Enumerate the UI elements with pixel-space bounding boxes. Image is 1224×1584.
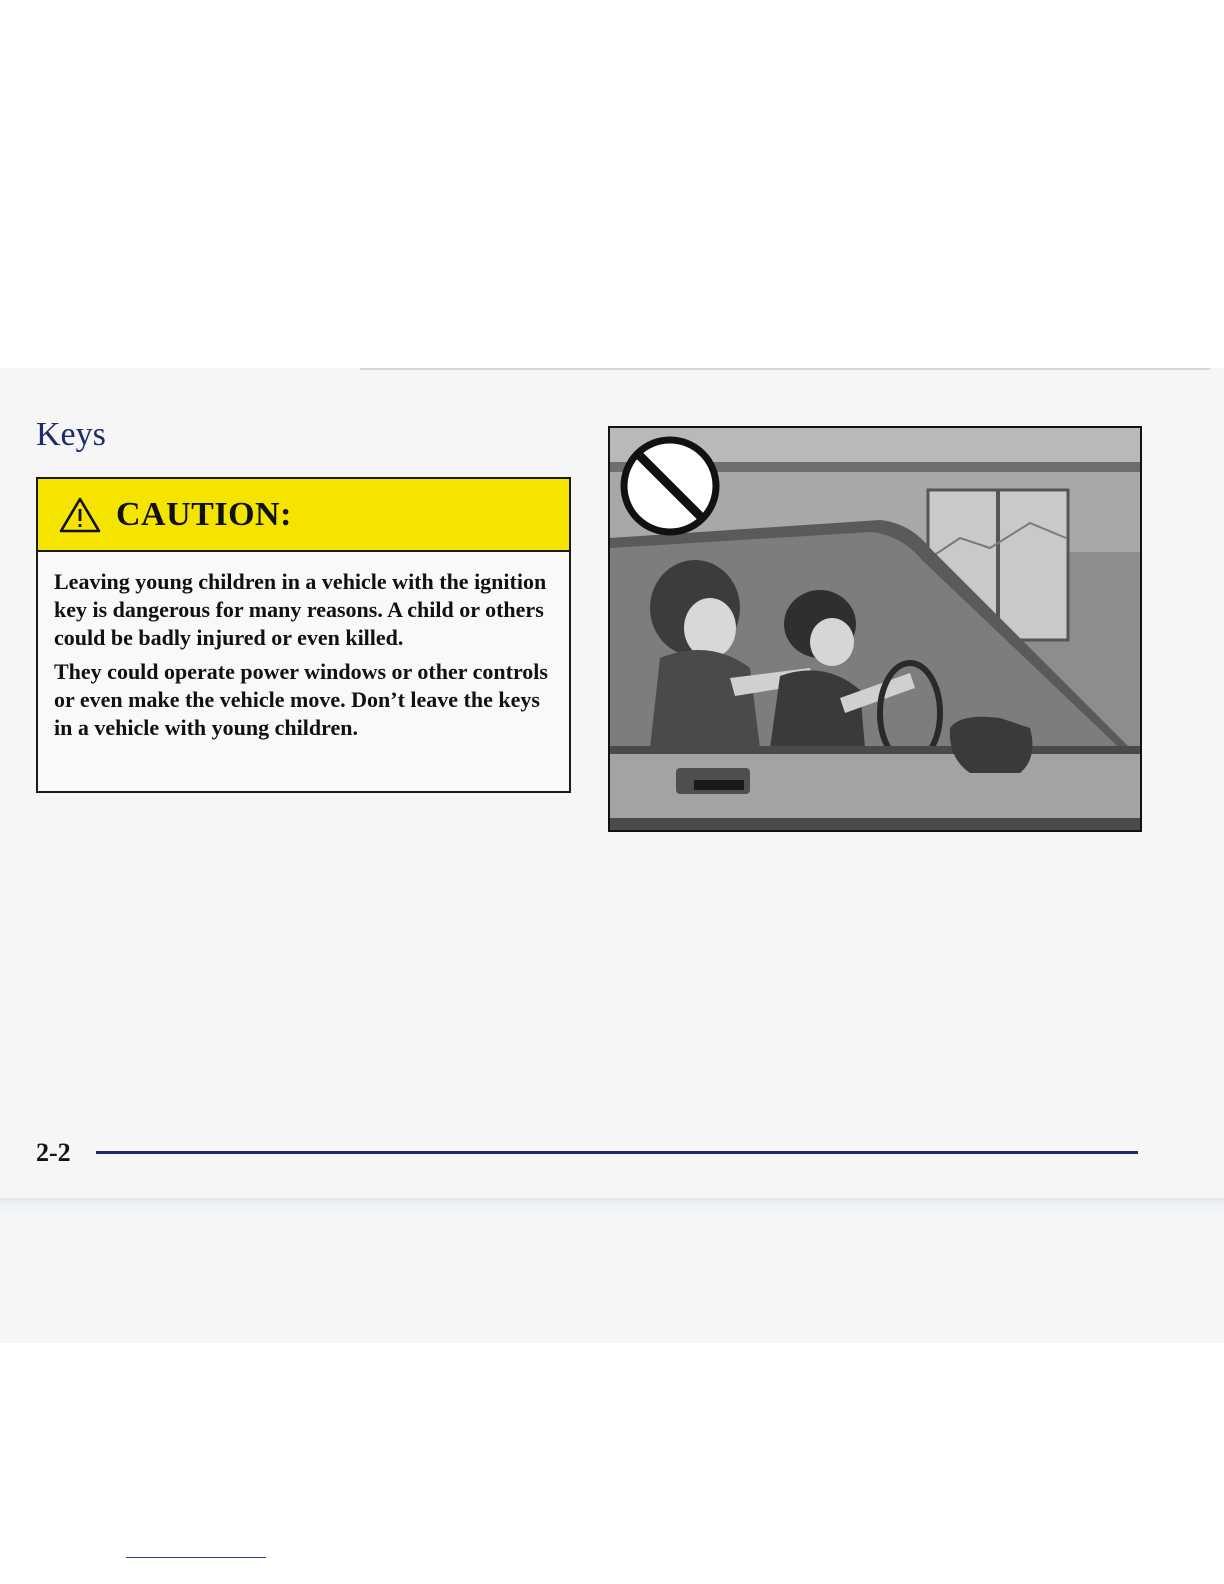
caution-box [36, 477, 571, 793]
stray-underline [126, 1557, 266, 1558]
footer-rule [96, 1151, 1138, 1154]
warning-triangle-icon [58, 496, 102, 534]
caution-header [38, 479, 569, 552]
caution-body [38, 552, 569, 742]
page-top-edge [360, 368, 1210, 370]
page-title: Keys [36, 416, 106, 453]
page-bottom-edge [0, 1198, 1224, 1216]
page-number: 2-2 [36, 1138, 71, 1167]
prohibited-icon [624, 440, 716, 532]
caution-paragraph: They could operate power windows or other controls or even make the vehicle move. Don’t leave the keys in a vehicle with young children. [54, 659, 548, 740]
caution-paragraph: Leaving young children in a vehicle with the ignition key is dangerous for many reasons. A child or others could be badly injured or even killed. [54, 569, 547, 650]
children-in-vehicle-illustration [608, 426, 1142, 832]
caution-label: CAUTION: [116, 495, 292, 533]
